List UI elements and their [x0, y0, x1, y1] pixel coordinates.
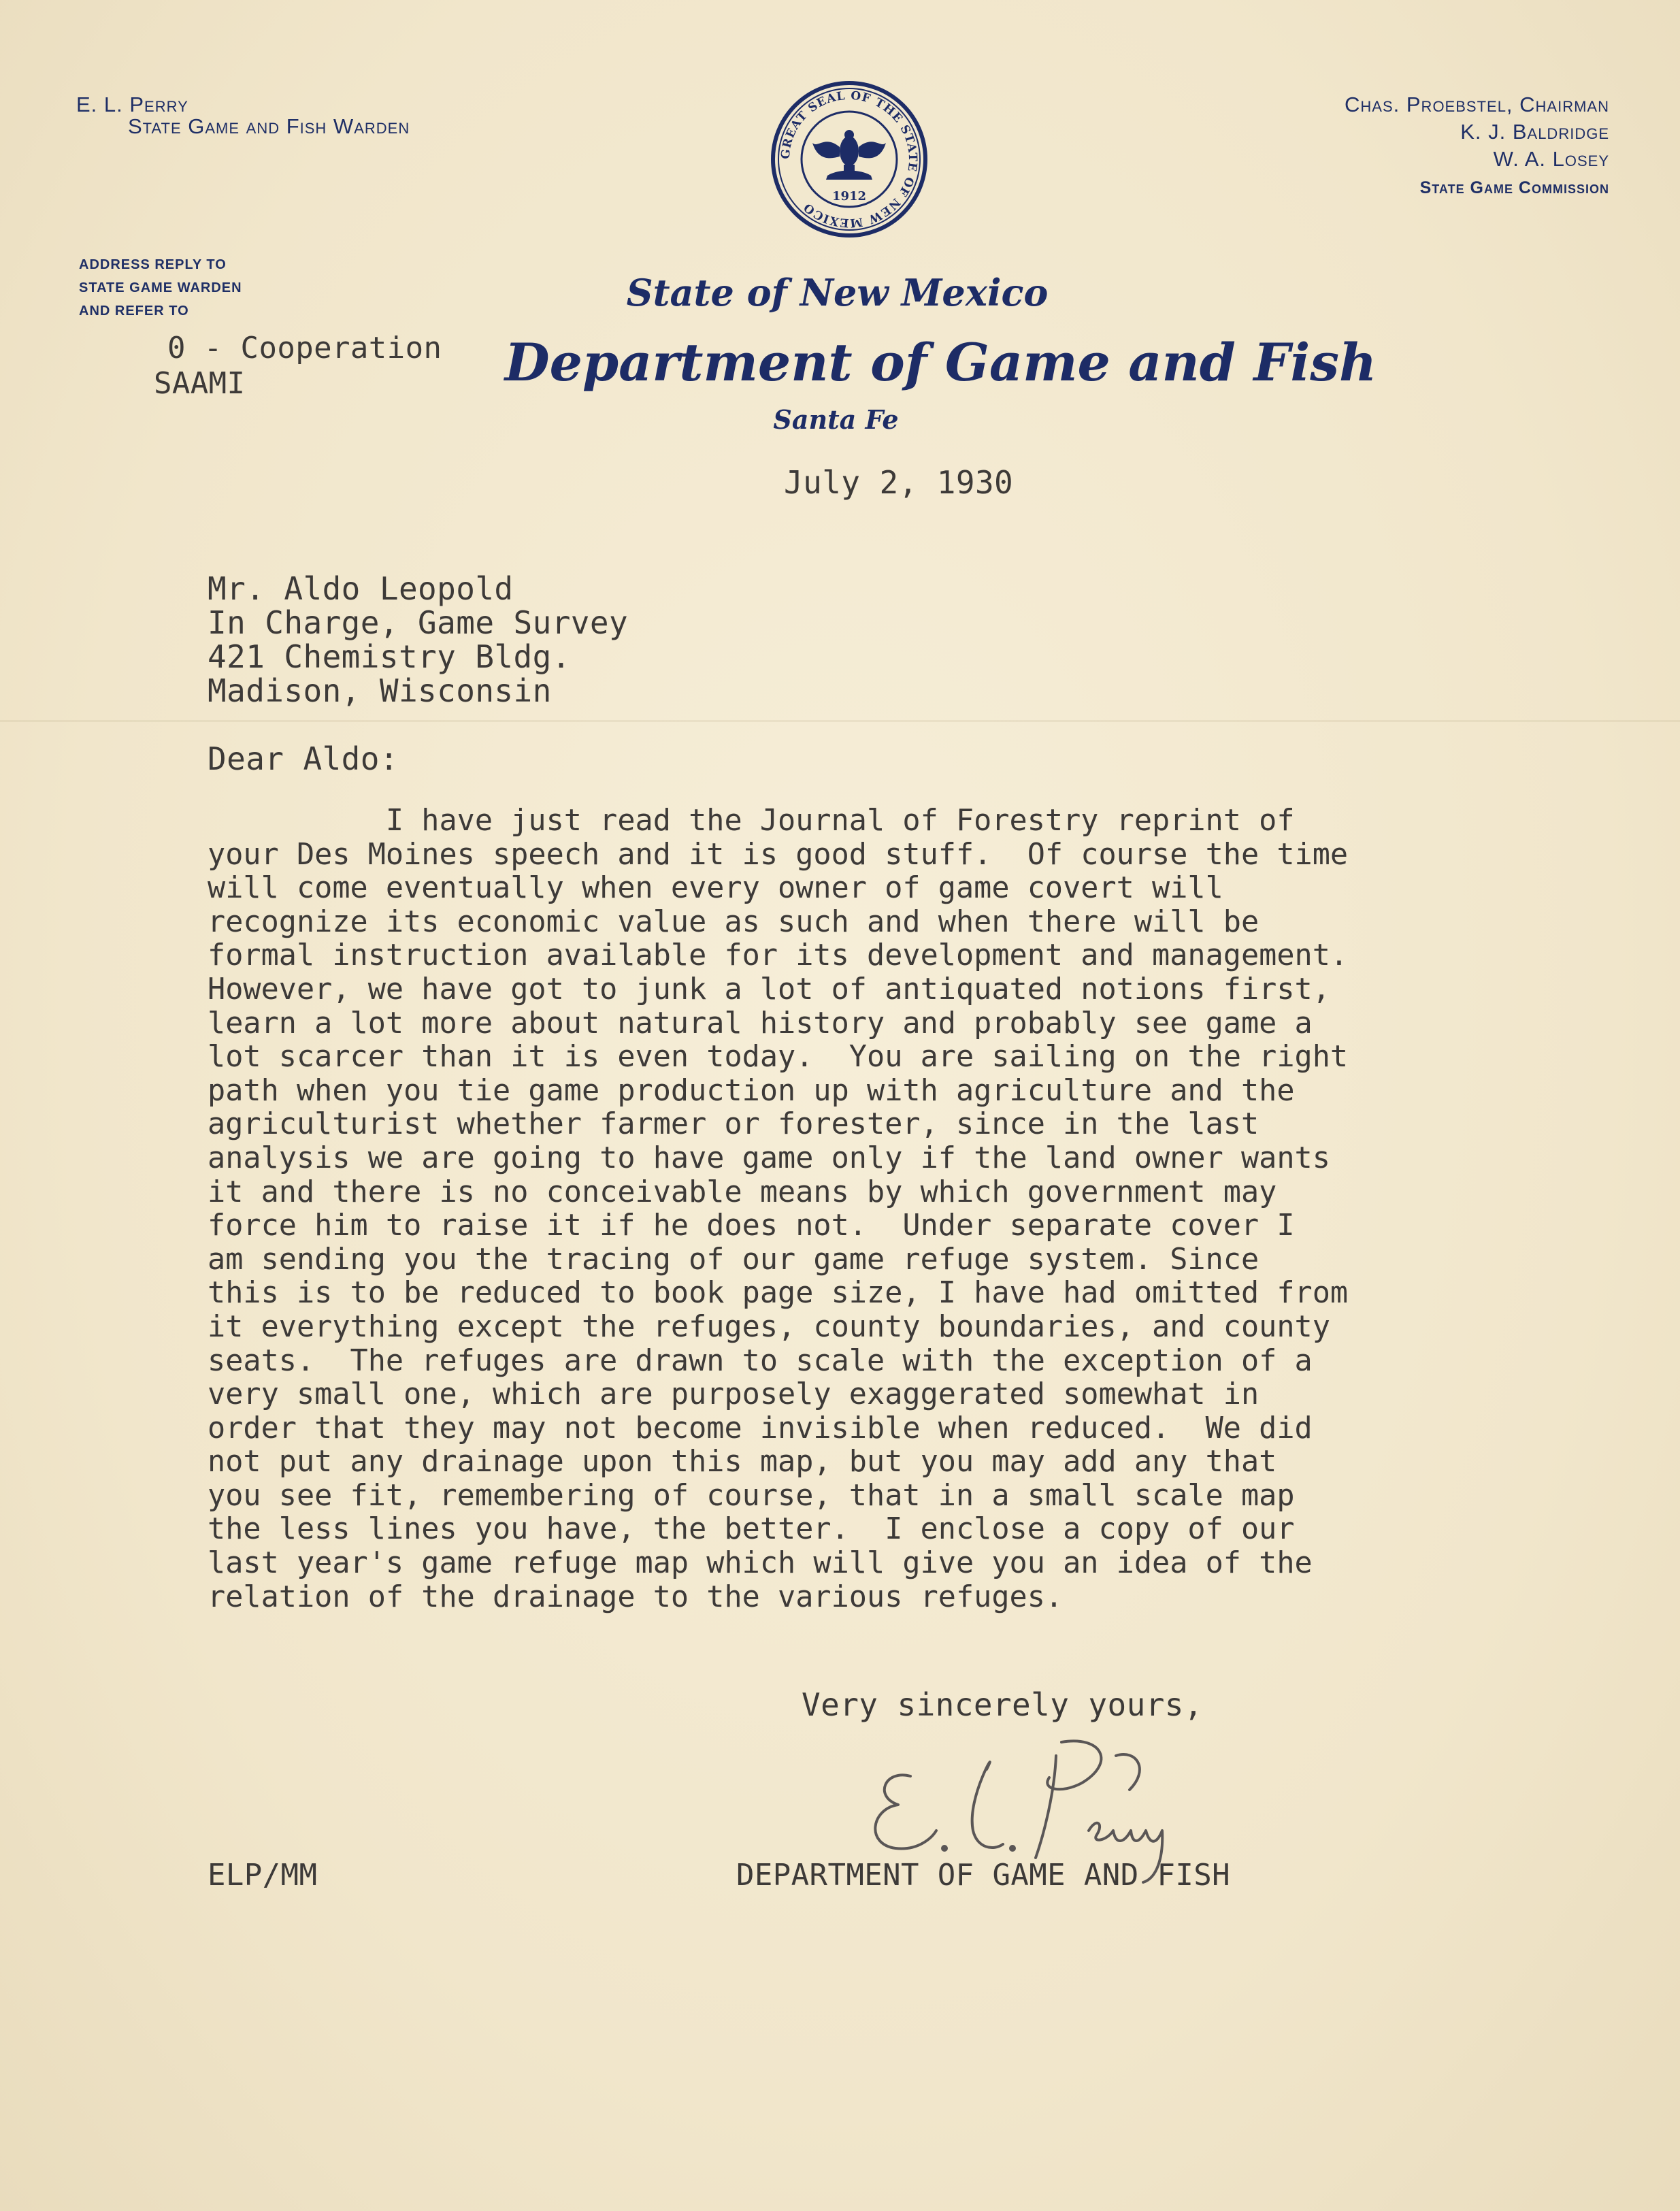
reply-note-line-1: ADDRESS REPLY TO — [79, 257, 227, 272]
state-heading: State of New Mexico — [626, 271, 1049, 314]
body-line: path when you tie game production up with agriculture and the — [208, 1073, 1295, 1108]
closing: Very sincerely yours, — [802, 1686, 1203, 1723]
warden-name: E. L. Perry — [76, 93, 188, 116]
typist-initials: ELP/MM — [208, 1858, 318, 1893]
commission-member-1: Chas. Proebstel, Chairman — [1345, 93, 1609, 116]
body-line: very small one, which are purposely exaggerated somewhat in — [208, 1377, 1259, 1412]
body-line: I have just read the Journal of Forestry reprint of — [208, 804, 1295, 838]
body-line: learn a lot more about natural history and probably see game a — [208, 1006, 1313, 1041]
svg-text:1912: 1912 — [831, 189, 867, 203]
department-heading: Department of Game and Fish — [504, 332, 1377, 393]
body-line: you see fit, remembering of course, that in a small scale map — [208, 1478, 1295, 1513]
body-line: force him to raise it if he does not. Under separate cover I — [208, 1209, 1295, 1243]
commission-label: State Game Commission — [1419, 178, 1609, 197]
city-heading: Santa Fe — [773, 404, 899, 435]
salutation: Dear Aldo: — [208, 740, 399, 777]
body-line: seats. The refuges are drawn to scale with the exception of a — [208, 1343, 1313, 1378]
body-line: last year's game refuge map which will give you an idea of the — [208, 1546, 1313, 1581]
state-seal-icon — [770, 80, 928, 238]
commission-member-2: K. J. Baldridge — [1460, 120, 1609, 144]
paper-fold — [0, 720, 1680, 722]
body-line: the less lines you have, the better. I enclose a copy of our — [208, 1512, 1295, 1547]
warden-title: State Game and Fish Warden — [128, 114, 410, 138]
body-line: it everything except the refuges, county boundaries, and county — [208, 1309, 1330, 1344]
recipient-line-3: 421 Chemistry Bldg. — [208, 638, 571, 675]
letter-body — [208, 804, 1623, 1614]
body-line: your Des Moines speech and it is good stuff. Of course the time — [208, 837, 1349, 872]
body-line: recognize its economic value as such and when there will be — [208, 904, 1259, 939]
body-line: formal instruction available for its development and management. — [208, 938, 1349, 973]
body-line: am sending you the tracing of our game refuge system. Since — [208, 1242, 1259, 1277]
recipient-line-4: Madison, Wisconsin — [208, 672, 552, 709]
reply-note-line-2: STATE GAME WARDEN — [79, 280, 242, 295]
reply-note-line-3: AND REFER TO — [79, 304, 189, 318]
recipient-line-2: In Charge, Game Survey — [208, 604, 629, 641]
commission-member-3: W. A. Losey — [1493, 147, 1609, 171]
svg-text:GREAT SEAL OF THE STATE OF NEW: GREAT SEAL OF THE STATE OF NEW MEXICO — [778, 88, 920, 230]
body-line: lot scarcer than it is even today. You are sailing on the right — [208, 1040, 1349, 1075]
body-line: agriculturist whether farmer or forester, since in the last — [208, 1107, 1259, 1142]
letter-date: July 2, 1930 — [784, 464, 1014, 501]
body-line: order that they may not become invisible when reduced. We did — [208, 1411, 1313, 1445]
body-line: However, we have got to junk a lot of antiquated notions first, — [208, 972, 1330, 1006]
body-line: this is to be reduced to book page size, I have had omitted from — [208, 1276, 1349, 1311]
body-line: relation of the drainage to the various refuges. — [208, 1579, 1064, 1614]
file-subreference: SAAMI — [154, 366, 246, 401]
body-line: will come eventually when every owner of game covert will — [208, 871, 1223, 906]
body-line: not put any drainage upon this map, but you may add any that — [208, 1445, 1277, 1479]
file-reference: 0 - Cooperation — [167, 331, 442, 365]
body-line: it and there is no conceivable means by which government may — [208, 1175, 1277, 1209]
body-line: analysis we are going to have game only if the land owner wants — [208, 1141, 1330, 1175]
recipient-line-1: Mr. Aldo Leopold — [208, 570, 514, 607]
department-signature-line: DEPARTMENT OF GAME AND FISH — [736, 1858, 1231, 1893]
